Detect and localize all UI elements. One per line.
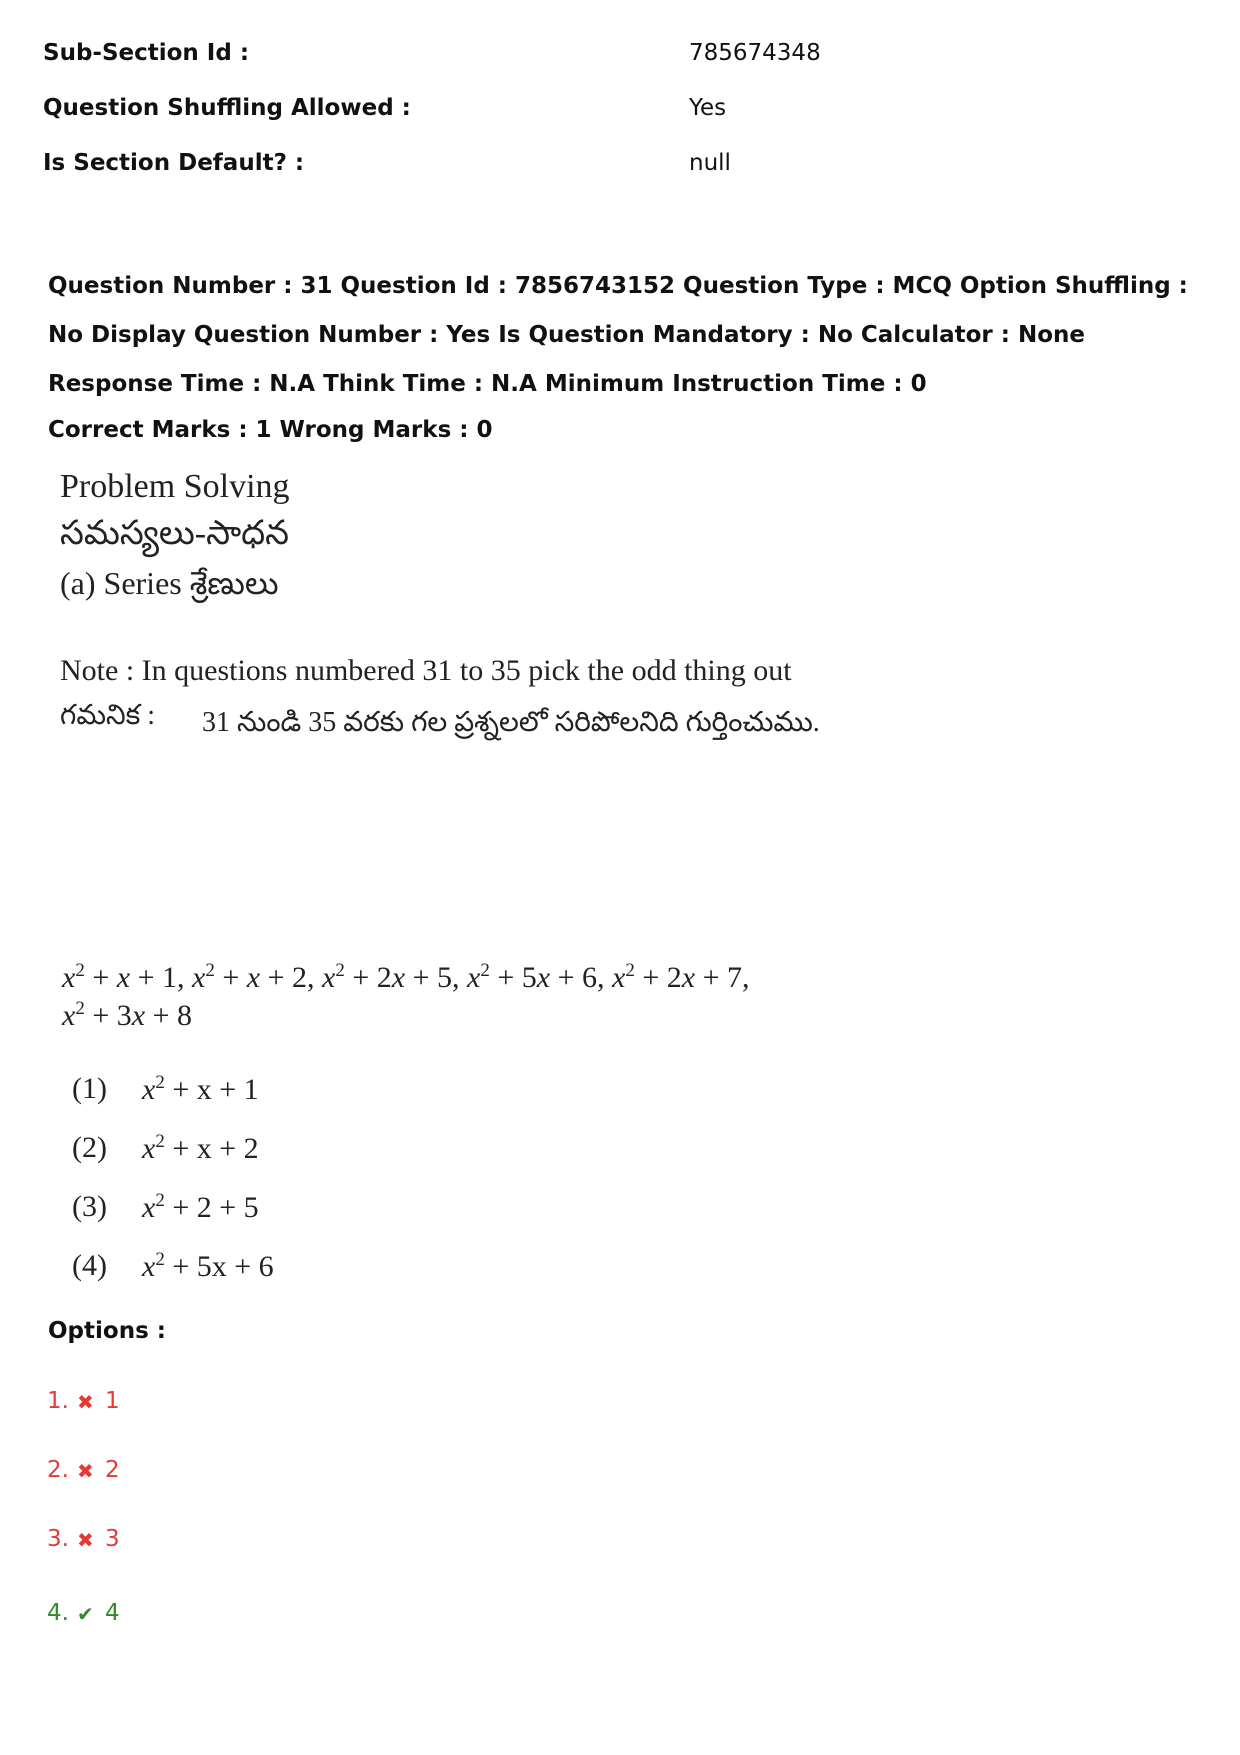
option-value: 1 xyxy=(105,1388,120,1414)
series-subtitle: (a) Series శ్రేణులు xyxy=(60,565,279,601)
question-shuffling-row xyxy=(43,95,1193,135)
section-default-label: Is Section Default? : xyxy=(43,150,305,176)
question-marks: Correct Marks : 1 Wrong Marks : 0 xyxy=(48,417,493,443)
sequence-term: $x^2 + 5x + 6$, xyxy=(467,960,605,994)
choice-number: (2) xyxy=(72,1131,107,1164)
subsection-id-label: Sub-Section Id : xyxy=(43,40,250,66)
question-info: Question Number : 31 Question Id : 7856743152 Question Type : MCQ Option Shuffling : No Display Question Number : Yes Is Question Mandatory : No Calculator : None Response Time : N.A Think Time : N.A Minimum Instruction Time : 0 xyxy=(48,273,1188,397)
cross-icon: ✖ xyxy=(77,1459,94,1483)
option-number: 1. xyxy=(47,1388,69,1414)
problem-solving-title: Problem Solving xyxy=(60,468,290,505)
problem-solving-title-telugu: సమస్యలు-సాధన xyxy=(60,515,290,552)
sequence-term: $x^2 + 2x + 5$, xyxy=(322,960,460,994)
choice-number: (1) xyxy=(72,1072,107,1105)
choice-expression: $x^2 + x + 2$ xyxy=(142,1131,259,1165)
note-telugu-text: 31 నుండి 35 వరకు గల ప్రశ్నలలో సరిపోలనిది గుర్తించుము. xyxy=(202,707,820,738)
subsection-id-value: 785674348 xyxy=(689,40,821,66)
cross-icon: ✖ xyxy=(77,1390,94,1414)
sequence-line-2 xyxy=(62,998,192,1033)
choice-expression: $x^2 + x + 1$ xyxy=(142,1072,259,1106)
choice-number: (3) xyxy=(72,1190,107,1223)
option-value: 4 xyxy=(105,1600,120,1626)
sequence-line-1 xyxy=(62,960,750,995)
option-number: 3. xyxy=(47,1526,69,1552)
sequence-term: $x^2 + x + 2$, xyxy=(192,960,315,994)
question-shuffling-value: Yes xyxy=(689,95,727,121)
section-default-row xyxy=(43,150,1193,190)
check-icon: ✔ xyxy=(77,1602,94,1626)
options-label: Options : xyxy=(48,1318,166,1344)
choice-expression: $x^2 + 5x + 6$ xyxy=(142,1249,274,1283)
option-number: 2. xyxy=(47,1457,69,1483)
note-text: Note : In questions numbered 31 to 35 pick the odd thing out xyxy=(60,654,792,687)
sequence-term: $x^2 + x + 1$, xyxy=(62,960,185,994)
section-default-value: null xyxy=(689,150,731,176)
option-value: 2 xyxy=(105,1457,120,1483)
option-value: 3 xyxy=(105,1526,120,1552)
choice-expression: $x^2 + 2 + 5$ xyxy=(142,1190,259,1224)
sequence-term: $x^2 + 3x + 8$ xyxy=(62,998,192,1032)
sequence-term: $x^2 + 2x + 7$, xyxy=(612,960,750,994)
question-shuffling-label: Question Shuffling Allowed : xyxy=(43,95,411,121)
note-telugu-label: గమనిక : xyxy=(60,700,155,731)
option-number: 4. xyxy=(47,1600,69,1626)
cross-icon: ✖ xyxy=(77,1528,94,1552)
subsection-id-row xyxy=(43,40,1193,80)
choice-number: (4) xyxy=(72,1249,107,1282)
